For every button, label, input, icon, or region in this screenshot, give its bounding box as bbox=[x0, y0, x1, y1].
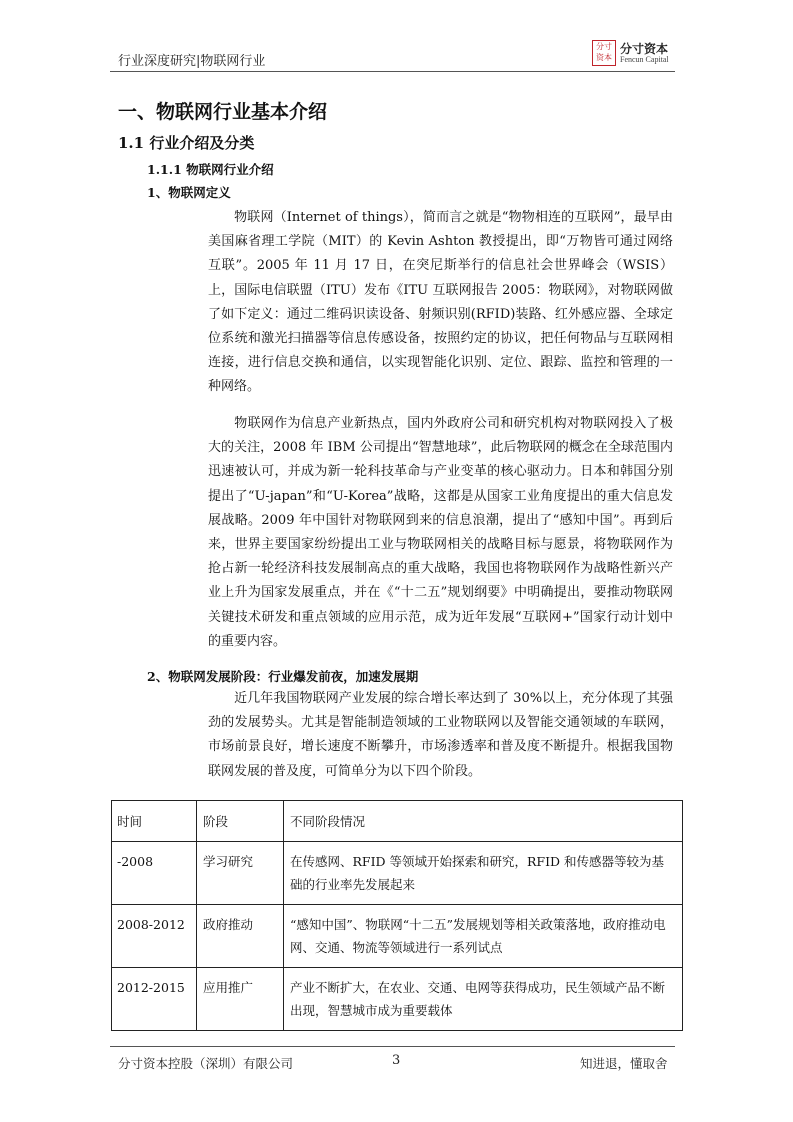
hotspot-paragraph bbox=[208, 412, 673, 654]
table-cell-time: 2008-2012 bbox=[112, 905, 197, 968]
subsection-heading: 1.1.1 物联网行业介绍 bbox=[147, 162, 274, 177]
table-cell-desc: “感知中国”、物联网“十二五”发展规划等相关政策落地，政府推动电网、交通、物流等领域进行一系列试点 bbox=[284, 905, 683, 968]
stages-paragraph bbox=[208, 687, 673, 784]
logo-name: 分寸资本 bbox=[620, 42, 669, 56]
definition-text: 物联网（Internet of things），简而言之就是“物物相连的互联网”，最早由美国麻省理工学院（MIT）的 Kevin Ashton 教授提出，即“万物皆可通过网络互联”。2005 年 11 月 17 日，在突尼斯举行的信息社会世界峰会（WSIS）上，国际电信联盟（ITU）发布《ITU 互联网报告 2005：物联网》，对物联网做了如下定义：通过二维码识读设备、射频识别(RFID)装路、红外感应器、全球定位系统和激光扫描器等信息传感设备，按照约定的协议，把任何物品与互联网相连接，进行信息交换和通信，以实现智能化识别、定位、跟踪、监控和管理的一种网络。 bbox=[208, 210, 673, 395]
table-header-cell: 时间 bbox=[112, 801, 197, 842]
logo-seal-icon: 分寸 资本 bbox=[592, 40, 616, 66]
header-divider bbox=[110, 71, 675, 72]
section-heading: 1.1 行业介绍及分类 bbox=[118, 134, 255, 152]
logo-subtitle: Fencun Capital bbox=[620, 55, 669, 64]
table-cell-stage: 应用推广 bbox=[197, 968, 284, 1031]
hotspot-text: 物联网作为信息产业新热点，国内外政府公司和研究机构对物联网投入了极大的关注，2008 年 IBM 公司提出“智慧地球”，此后物联网的概念在全球范围内迅速被认可，并成为新一轮科技革命与产业变革的核心驱动力。日本和韩国分别提出了“U-japan”和“U-Korea”战略，这都是从国家工业角度提出的重大信息发展战略。2009 年中国针对物联网到来的信息浪潮，提出了“感知中国”。再到后来，世界主要国家纷纷提出工业与物联网相关的战略目标与愿景，将物联网作为抢占新一轮经济科技发展制高点的重大战略，我国也将物联网作为战略性新兴产业上升为国家发展重点，并在《“十二五”规划纲要》中明确提出，要推动物联网关键技术研发和重点领域的应用示范，成为近年发展“互联网+”国家行动计划中的重要内容。 bbox=[208, 416, 673, 649]
table-cell-desc: 产业不断扩大，在农业、交通、电网等获得成功，民生领域产品不断出现，智慧城市成为重要载体 bbox=[284, 968, 683, 1031]
footer-divider bbox=[110, 1046, 675, 1047]
header-title: 行业深度研究|物联网行业 bbox=[118, 54, 266, 69]
footer-slogan: 知进退，懂取舍 bbox=[580, 1056, 668, 1071]
definition-paragraph bbox=[208, 206, 673, 400]
table-header-cell: 不同阶段情况 bbox=[284, 801, 683, 842]
page-number: 3 bbox=[392, 1053, 401, 1068]
stages-text: 近几年我国物联网产业发展的综合增长率达到了 30%以上，充分体现了其强劲的发展势头。尤其是智能制造领域的工业物联网以及智能交通领域的车联网，市场前景良好，增长速度不断攀升，市场渗透率和普及度不断提升。根据我国物联网发展的普及度，可简单分为以下四个阶段。 bbox=[208, 691, 673, 779]
chapter-heading: 一、物联网行业基本介绍 bbox=[118, 101, 328, 123]
stages-heading: 2、物联网发展阶段：行业爆发前夜，加速发展期 bbox=[147, 669, 419, 684]
table-header-row bbox=[112, 801, 683, 842]
table-row bbox=[112, 905, 683, 968]
stages-table bbox=[111, 800, 683, 1031]
company-logo bbox=[592, 40, 682, 68]
table-cell-stage: 学习研究 bbox=[197, 842, 284, 905]
table-header-cell: 阶段 bbox=[197, 801, 284, 842]
table-cell-stage: 政府推动 bbox=[197, 905, 284, 968]
table-row bbox=[112, 968, 683, 1031]
definition-heading: 1、物联网定义 bbox=[147, 185, 231, 200]
table-row bbox=[112, 842, 683, 905]
table-cell-desc: 在传感网、RFID 等领域开始探索和研究，RFID 和传感器等较为基础的行业率先发展起来 bbox=[284, 842, 683, 905]
table-cell-time: -2008 bbox=[112, 842, 197, 905]
table-cell-time: 2012-2015 bbox=[112, 968, 197, 1031]
footer-company: 分寸资本控股（深圳）有限公司 bbox=[118, 1056, 294, 1071]
